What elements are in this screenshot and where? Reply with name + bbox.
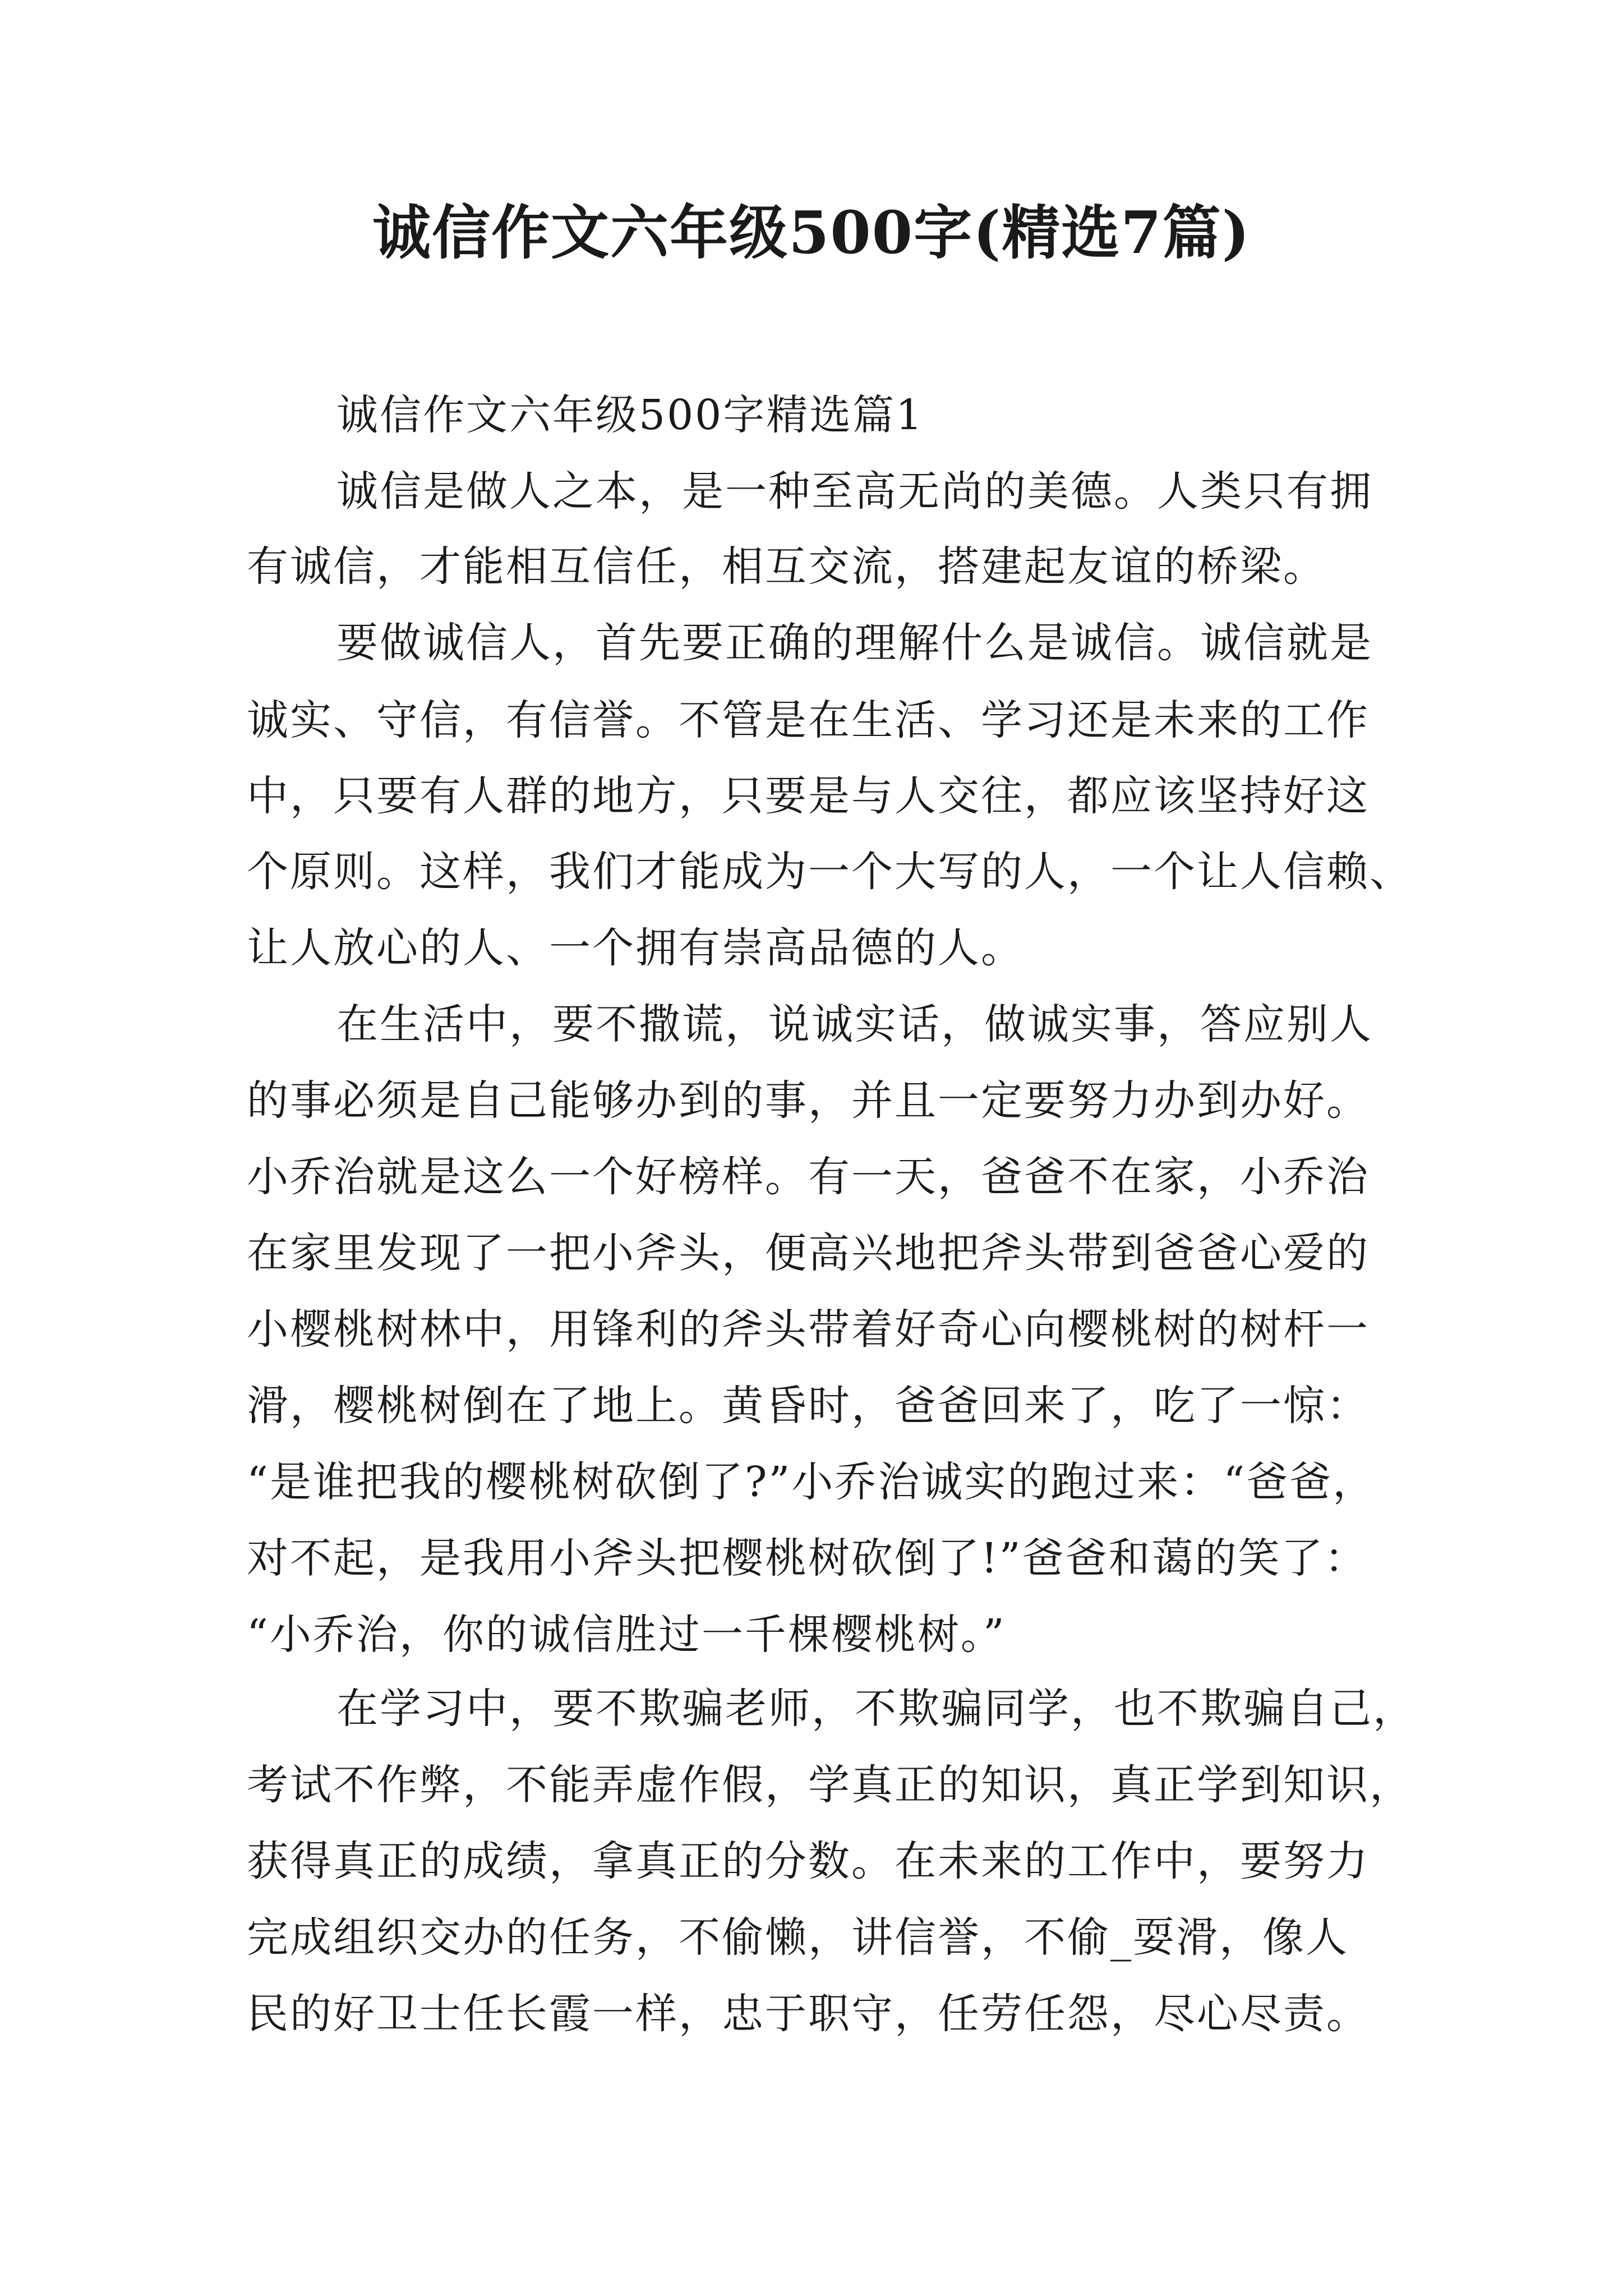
text-line: 在生活中，要不撒谎，说诚实话，做诚实事，答应别人	[336, 1000, 1373, 1048]
text-line: 完成组织交办的任务，不偷懒，讲信誉，不偷_耍滑，像人	[247, 1913, 1349, 1962]
text-line: 个原则。这样，我们才能成为一个大写的人，一个让人信赖、	[247, 848, 1413, 896]
text-line: 小乔治就是这么一个好榜样。有一天，爸爸不在家，小乔治	[247, 1153, 1370, 1201]
text-line: 在学习中，要不欺骗老师，不欺骗同学，也不欺骗自己，	[336, 1685, 1416, 1733]
text-line: 诚信是做人之本，是一种至高无尚的美德。人类只有拥	[336, 467, 1373, 516]
text-line: 诚实、守信，有信誉。不管是在生活、学习还是未来的工作	[247, 696, 1370, 744]
text-line: 民的好卫士任长霞一样，忠于职守，任劳任怨，尽心尽责。	[247, 1990, 1370, 2038]
text-line: 中，只要有人群的地方，只要是与人交往，都应该坚持好这	[247, 772, 1370, 820]
text-line: 有诚信，才能相互信任，相互交流，搭建起友谊的桥梁。	[247, 542, 1326, 591]
text-line: 对不起，是我用小斧头把樱桃树砍倒了!”爸爸和蔼的笑了：	[247, 1534, 1368, 1582]
text-line: 滑，樱桃树倒在了地上。黄昏时，爸爸回来了，吃了一惊：	[247, 1382, 1370, 1430]
text-line: 在家里发现了一把小斧头，便高兴地把斧头带到爸爸心爱的	[247, 1229, 1370, 1277]
section-heading: 诚信作文六年级500字精选篇1	[336, 391, 924, 439]
text-line: 要做诚信人，首先要正确的理解什么是诚信。诚信就是	[336, 619, 1373, 667]
text-line: “是谁把我的樱桃树砍倒了?”小乔治诚实的跑过来：“爸爸，	[247, 1458, 1376, 1506]
text-line: 获得真正的成绩，拿真正的分数。在未来的工作中，要努力	[247, 1837, 1370, 1885]
text-line: 考试不作弊，不能弄虚作假，学真正的知识，真正学到知识，	[247, 1761, 1413, 1809]
text-line: 让人放心的人、一个拥有崇高品德的人。	[247, 924, 1024, 972]
text-line: 小樱桃树林中，用锋利的斧头带着好奇心向樱桃树的树杆一	[247, 1305, 1370, 1354]
text-line: “小乔治，你的诚信胜过一千棵樱桃树。”	[247, 1611, 1006, 1659]
text-line: 的事必须是自己能够办到的事，并且一定要努力办到办好。	[247, 1076, 1370, 1125]
document-title: 诚信作文六年级500字(精选7篇)	[372, 198, 1251, 267]
